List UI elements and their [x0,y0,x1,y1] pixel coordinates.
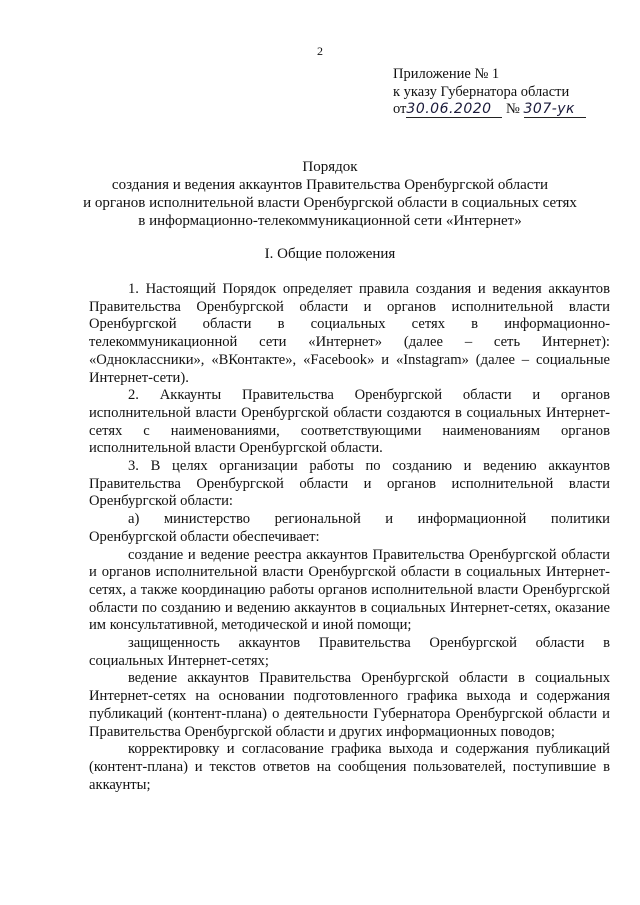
handwritten-date: 30.06.2020 [406,102,502,118]
date-prefix: от [393,101,407,117]
paragraph: а) министерство региональной и информационной политики [128,511,610,528]
paragraph: создание и ведение реестра аккаунтов Правительства Оренбургской области и органов исполнительной власти Оренбургской области в социальных Интернет-сетях, а также координацию работы органов исполнительной власти Оренбургской области по созданию и ведению аккаунтов в социальных Интернет-сетях, оказание им консультативной, методической и иной помощи; [89,546,610,634]
title-line: и органов исполнительной власти Оренбургской области в социальных сетях [83,195,577,211]
paragraph: 2. Аккаунты Правительства Оренбургской области и органов исполнительной власти Оренбургской области создаются в социальных Интернет-сетях с наименованиями, соответствующими наименованиям органов исполнительной власти Оренбургской области. [89,387,610,457]
number-prefix: № [506,101,520,117]
paragraph: 3. В целях организации работы по созданию и ведению аккаунтов Правительства Оренбургской области и органов исполнительной власти Оренбургской области: [89,458,610,510]
page-number: 2 [317,44,323,58]
paragraph: 1. Настоящий Порядок определяет правила создания и ведения аккаунтов Правительства Оренбургской области и органов исполнительной власти Оренбургской области в социальных сетях в информационно-телекоммуникационной сети «Интернет» (далее – сеть Интернет): «Одноклассники», «ВКонтакте», «Facebook» и «Instagram» (далее – социальные Интернет-сети). [89,281,610,386]
document-body [89,281,610,794]
handwritten-number: 307-ук [524,102,586,118]
title-line: в информационно-телекоммуникационной сети «Интернет» [138,213,522,229]
appendix-date-line [393,101,586,119]
document-title [60,158,600,230]
paragraph: ведение аккаунтов Правительства Оренбургской области в социальных Интернет-сетях на основании подготовленного графика выхода и содержания публикаций (контент-плана) о деятельности Губернатора Оренбургской области и Правительства Оренбургской области и других информационных поводов; [89,670,610,740]
paragraph: Оренбургской области обеспечивает: [89,528,320,545]
title-line: создания и ведения аккаунтов Правительства Оренбургской области [111,177,549,193]
appendix-decree-ref: к указу Губернатора области [393,83,570,100]
paragraph: корректировку и согласование графика выхода и содержания публикаций (контент-плана) и текстов ответов на сообщения пользователей, поступившие в аккаунты; [89,741,610,793]
paragraph: защищенность аккаунтов Правительства Оренбургской области в социальных Интернет-сетях; [89,635,610,669]
appendix-title: Приложение № 1 [393,66,500,82]
section-heading: I. Общие положения [264,246,396,262]
appendix-header [393,66,586,119]
title-line: Порядок [302,159,358,175]
